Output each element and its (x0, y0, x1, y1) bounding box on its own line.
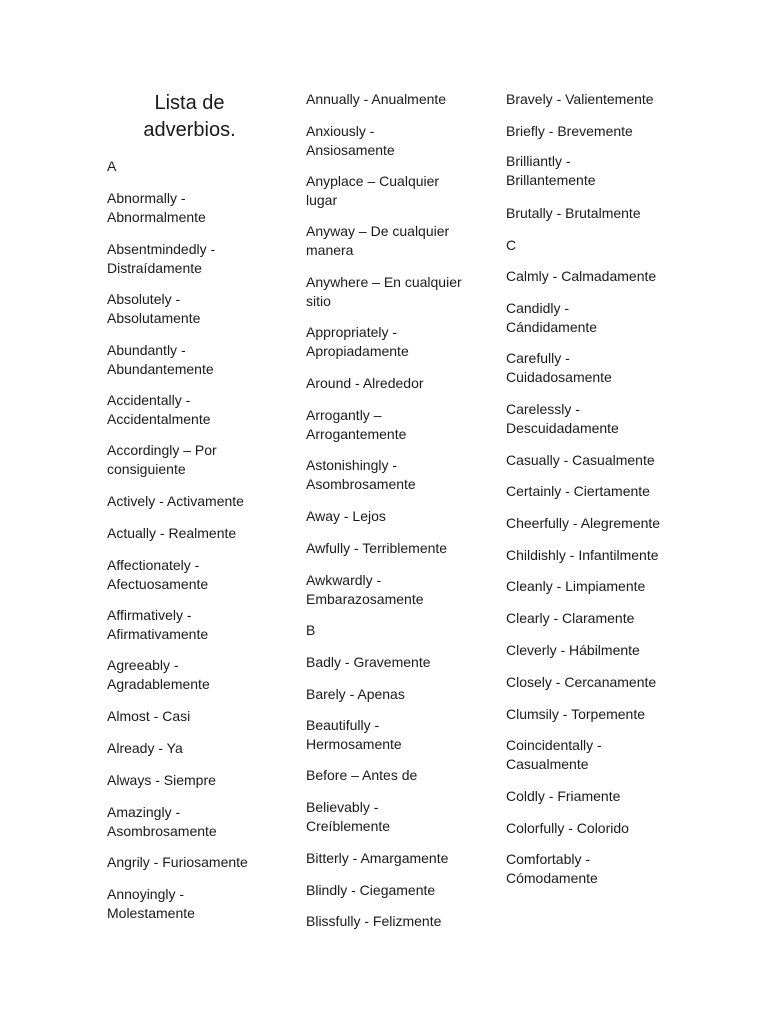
adverb-entry: Carelessly - Descuidadamente (506, 401, 619, 436)
adverb-entry: Briefly - Brevemente (506, 123, 633, 139)
adverb-entry: Beautifully - Hermosamente (306, 717, 402, 752)
adverb-entry: Comfortably - Cómodamente (506, 851, 598, 886)
adverb-entry: Childishly - Infantilmente (506, 547, 659, 563)
adverb-entry: Blissfully - Felizmente (306, 913, 442, 929)
adverb-entry: Affirmatively - Afirmativamente (107, 607, 209, 642)
adverb-entry: Annoyingly - Molestamente (107, 886, 195, 921)
letter-heading: B (306, 622, 316, 638)
adverb-entry: Away - Lejos (306, 508, 386, 524)
adverb-entry: Coincidentally - Casualmente (506, 737, 602, 772)
adverb-entry: Anxiously - Ansiosamente (306, 123, 395, 158)
adverb-entry: Cleanly - Limpiamente (506, 578, 646, 594)
adverb-entry: Believably - Creíblemente (306, 799, 391, 834)
adverb-entry: Blindly - Ciegamente (306, 882, 436, 898)
adverb-entry: Always - Siempre (107, 772, 216, 788)
adverb-entry: Badly - Gravemente (306, 654, 431, 670)
adverb-entry: Brilliantly - Brillantemente (506, 153, 596, 188)
adverb-entry: Cleverly - Hábilmente (506, 642, 640, 658)
adverb-entry: Affectionately - Afectuosamente (107, 557, 209, 592)
adverb-entry: Amazingly - Asombrosamente (107, 804, 217, 839)
adverb-entry: Around - Alrededor (306, 375, 424, 391)
adverb-entry: Bitterly - Amargamente (306, 850, 449, 866)
adverb-entry: Anyway – De cualquier manera (306, 223, 450, 258)
adverb-entry: Coldly - Friamente (506, 788, 621, 804)
adverb-entry: Brutally - Brutalmente (506, 205, 641, 221)
adverb-entry: Carefully - Cuidadosamente (506, 350, 612, 385)
adverb-entry: Clearly - Claramente (506, 610, 635, 626)
page-title: Lista de adverbios. (143, 92, 236, 141)
adverb-entry: Cheerfully - Alegremente (506, 515, 661, 531)
adverb-entry: Agreeably - Agradablemente (107, 657, 210, 692)
adverb-entry: Actively - Activamente (107, 493, 244, 509)
adverb-entry: Barely - Apenas (306, 686, 405, 702)
adverb-entry: Arrogantly – Arrogantemente (306, 407, 407, 442)
adverb-entry: Certainly - Ciertamente (506, 483, 650, 499)
adverb-entry: Absolutely - Absolutamente (107, 291, 201, 326)
adverb-entry: Accordingly – Por consiguiente (107, 442, 217, 477)
adverb-entry: Awkwardly - Embarazosamente (306, 572, 424, 607)
adverb-entry: Anywhere – En cualquier sitio (306, 274, 462, 309)
adverb-entry: Already - Ya (107, 740, 183, 756)
adverb-entry: Appropriately - Apropiadamente (306, 324, 409, 359)
adverb-entry: Angrily - Furiosamente (107, 854, 248, 870)
letter-heading: A (107, 158, 117, 174)
adverb-entry: Anyplace – Cualquier lugar (306, 173, 440, 208)
adverb-entry: Closely - Cercanamente (506, 674, 657, 690)
adverb-entry: Astonishingly - Asombrosamente (306, 457, 416, 492)
adverb-entry: Abnormally - Abnormalmente (107, 190, 206, 225)
adverb-entry: Almost - Casi (107, 708, 191, 724)
adverb-entry: Bravely - Valientemente (506, 91, 654, 107)
adverb-entry: Colorfully - Colorido (506, 820, 629, 836)
adverb-entry: Clumsily - Torpemente (506, 706, 646, 722)
adverb-entry: Awfully - Terriblemente (306, 540, 448, 556)
adverb-entry: Before – Antes de (306, 767, 418, 783)
adverb-entry: Abundantly - Abundantemente (107, 342, 214, 377)
adverb-entry: Annually - Anualmente (306, 91, 447, 107)
adverb-entry: Actually - Realmente (107, 525, 237, 541)
adverb-entry: Calmly - Calmadamente (506, 268, 657, 284)
adverb-entry: Casually - Casualmente (506, 452, 655, 468)
adverb-entry: Accidentally - Accidentalmente (107, 392, 211, 427)
adverb-entry: Absentmindedly - Distraídamente (107, 241, 216, 276)
letter-heading: C (506, 237, 517, 253)
adverb-entry: Candidly - Cándidamente (506, 300, 598, 335)
